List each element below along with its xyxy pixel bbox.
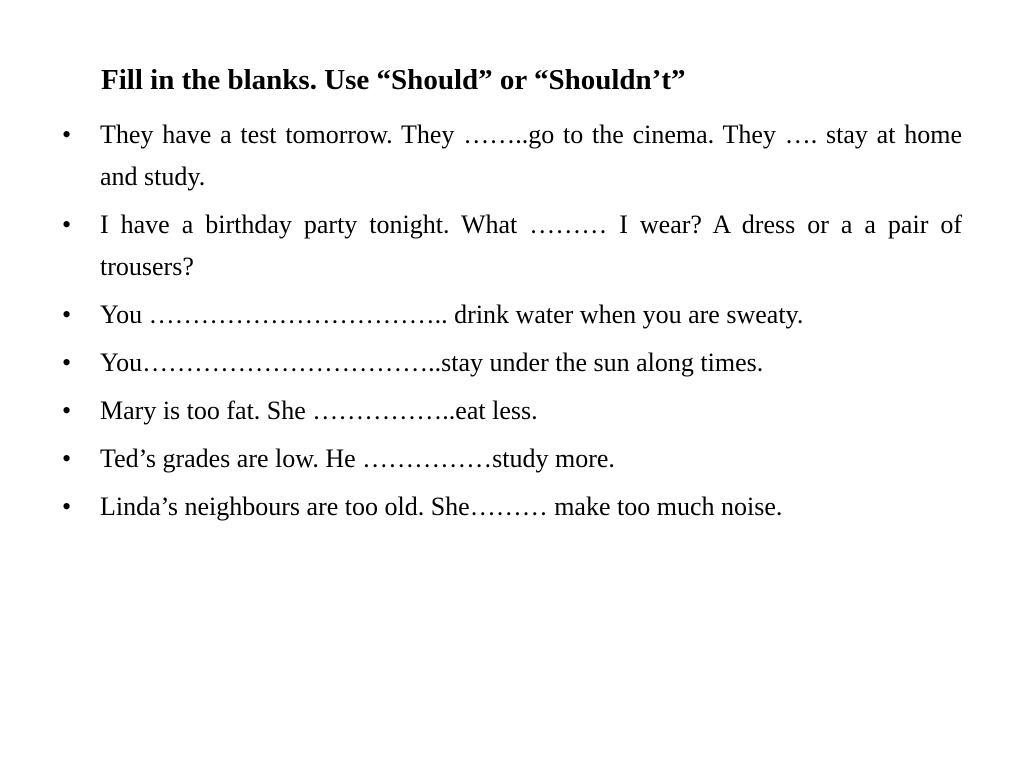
exercise-item: [0, 438, 962, 480]
exercise-text: You……………………………..stay under the sun along times.: [100, 348, 764, 377]
exercise-item: [0, 486, 962, 528]
exercise-item: [0, 390, 962, 432]
bullet-icon: •: [62, 348, 72, 377]
bullet-icon: •: [62, 300, 72, 329]
exercise-text: They have a test tomorrow. They ……..go to the cinema. They …. stay at home and study.: [100, 120, 962, 191]
bullet-icon: •: [62, 120, 72, 149]
exercise-item: [0, 342, 962, 384]
exercise-item: [0, 114, 962, 198]
bullet-icon: •: [62, 444, 72, 473]
exercise-text: Linda’s neighbours are too old. She……… make too much noise.: [100, 492, 783, 521]
bullet-icon: •: [62, 492, 72, 521]
exercise-text: You …………………………….. drink water when you are sweaty.: [100, 300, 804, 329]
exercise-item: [0, 294, 962, 336]
bullet-icon: •: [62, 210, 72, 239]
bullet-icon: •: [62, 396, 72, 425]
exercise-text: Mary is too fat. She ……………..eat less.: [100, 396, 538, 425]
exercise-list: [0, 114, 1024, 534]
slide-title: Fill in the blanks. Use “Should” or “Shouldn’t”: [101, 64, 686, 96]
exercise-item: [0, 204, 962, 288]
exercise-text: Ted’s grades are low. He ……………study more.: [100, 444, 615, 473]
exercise-text: I have a birthday party tonight. What ……… I wear? A dress or a a pair of trousers?: [100, 210, 962, 281]
